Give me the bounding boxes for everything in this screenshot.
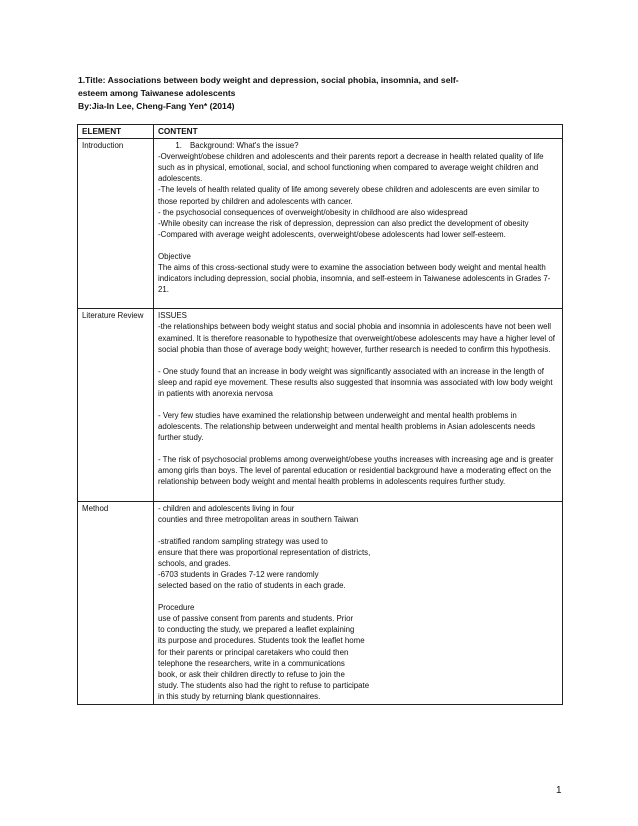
table-header-row: [78, 125, 563, 139]
element-cell: Method: [78, 501, 154, 705]
element-cell: Introduction: [78, 139, 154, 309]
paragraph: -The levels of health related quality of life among severely obese children and adolescents are even similar to those reported by children and adolescents with cancer.: [158, 185, 540, 206]
content-cell: [154, 309, 563, 501]
objective-heading: Objective: [158, 251, 191, 261]
content-cell: [154, 501, 563, 705]
paragraph: -Overweight/obese children and adolescents and their parents report a decrease in health related quality of life such as in physical, emotional, social, and school functioning when compared to average weight children and adolescents.: [158, 152, 544, 184]
text-line: schools, and grades.: [158, 558, 231, 568]
text-line: for their parents or principal caretakers who could then: [158, 647, 349, 657]
paragraph: - One study found that an increase in body weight was significantly associated with an increase in the length of sleep and rapid eye movement. These results also suggested that insomnia was associated with low body weight in patients with anorexia nervosa: [158, 366, 553, 398]
element-cell: Literature Review: [78, 309, 154, 501]
text-line: study. The students also had the right to refuse to participate: [158, 680, 370, 690]
title-line-1: 1.Title: Associations between body weight and depression, social phobia, insomnia, and self-: [78, 75, 459, 85]
text-line: - children and adolescents living in four: [158, 503, 295, 513]
paragraph: -Compared with average weight adolescents, overweight/obese adolescents had lower self-esteem.: [158, 229, 506, 239]
table-row-method: [78, 501, 563, 705]
issues-heading: ISSUES: [158, 311, 187, 321]
text-line: use of passive consent from parents and students. Prior: [158, 614, 354, 624]
paragraph: - the psychosocial consequences of overweight/obesity in childhood are also widespread: [158, 207, 468, 217]
paragraph: -the relationships between body weight status and social phobia and insomnia in adolescents have not been well examined. It is therefore reasonable to hypothesize that overweight/obese adolescents may have a higher level of social phobia than those of average body weight; however, further research is needed to confirm this hypothesis.: [158, 322, 555, 354]
text-line: in this study by returning blank questionnaires.: [158, 691, 321, 701]
page-number: 1: [556, 785, 562, 796]
text-line: counties and three metropolitan areas in southern Taiwan: [158, 514, 359, 524]
numbered-heading: [158, 140, 559, 151]
paragraph: - Very few studies have examined the relationship between underweight and mental health problems in adolescents. The relationship between underweight and mental health problems in Asian adolescents needs further study.: [158, 410, 536, 443]
text-line: book, or ask their children directly to refuse to join the: [158, 669, 345, 679]
content-cell: [154, 139, 563, 309]
list-text: Background: What's the issue?: [190, 141, 299, 151]
column-header-element: ELEMENT: [78, 125, 154, 139]
text-line: -6703 students in Grades 7-12 were randomly: [158, 570, 319, 579]
text-line: -stratified random sampling strategy was used to: [158, 536, 328, 546]
text-line: ensure that there was proportional representation of districts,: [158, 547, 371, 557]
summary-table: [77, 124, 563, 705]
list-number: 1.: [175, 141, 182, 151]
text-line: its purpose and procedures. Students took the leaflet home: [158, 636, 365, 646]
document-header: [78, 74, 578, 113]
text-line: to conducting the study, we prepared a leaflet explaining: [158, 625, 355, 635]
authors-line: By:Jia-In Lee, Cheng-Fang Yen* (2014): [78, 101, 235, 111]
procedure-heading: Procedure: [158, 603, 195, 613]
paragraph: -While obesity can increase the risk of depression, depression can also predict the development of obesity: [158, 218, 529, 228]
paragraph: The aims of this cross-sectional study were to examine the association between body weight and mental health indicators including depression, social phobia, insomnia, and self-esteem in Taiwanese adolescents in Grades 7-21.: [158, 263, 551, 295]
table-row-literature-review: [78, 309, 563, 501]
table-row-introduction: [78, 139, 563, 309]
text-line: selected based on the ratio of students in each grade.: [158, 581, 346, 591]
paragraph: - The risk of psychosocial problems among overweight/obese youths increases with increasing age and is greater among girls than boys. The level of parental education or residential background have a moderating effect on the relationship between body weight and mental health problems in adolescents requires further study.: [158, 455, 554, 487]
title-line-2: esteem among Taiwanese adolescents: [78, 88, 236, 98]
column-header-content: CONTENT: [154, 125, 563, 139]
text-line: telephone the researchers, write in a communications: [158, 658, 345, 668]
